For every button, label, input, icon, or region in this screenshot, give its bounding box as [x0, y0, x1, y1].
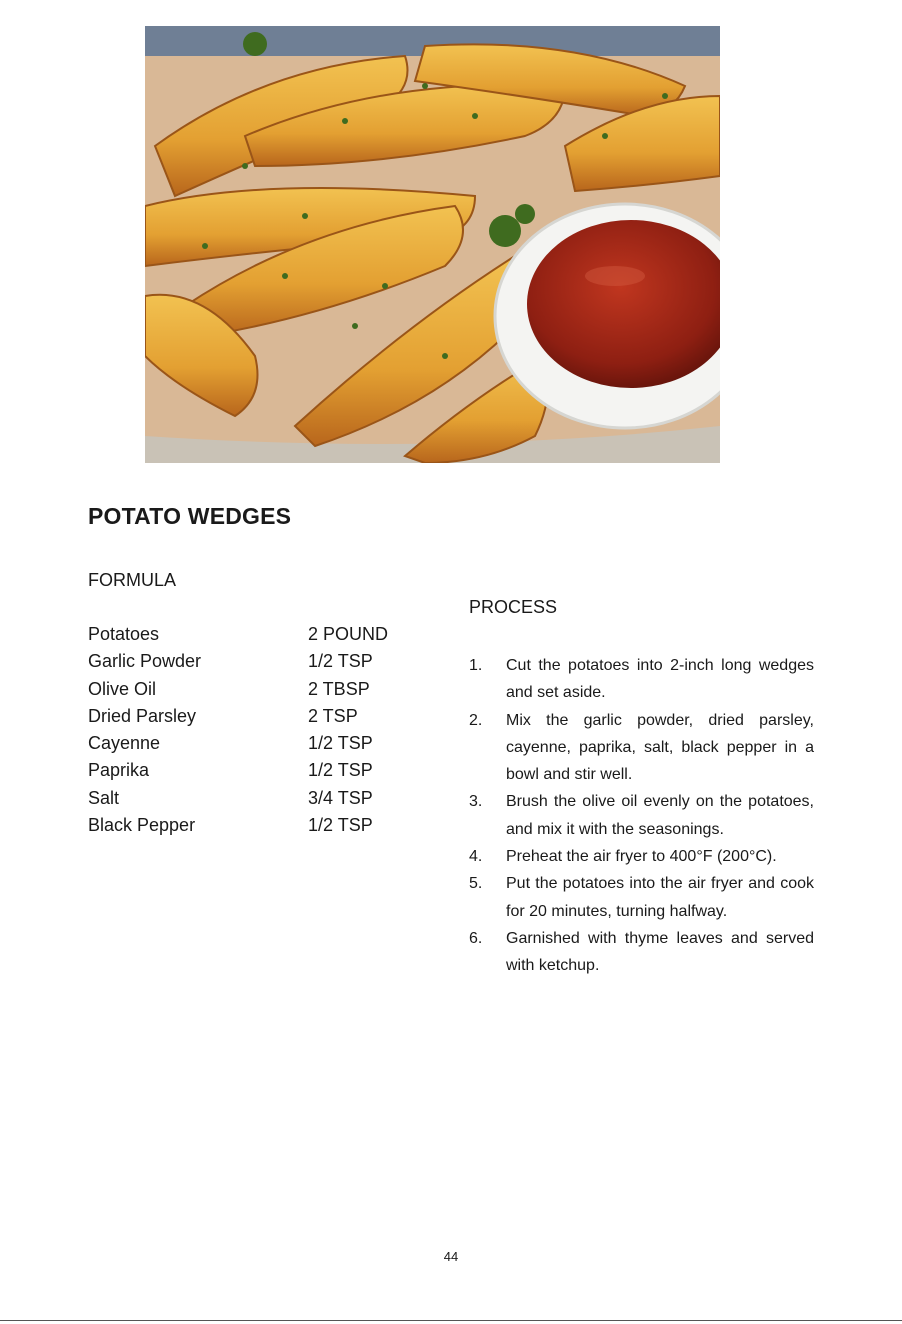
- page-number: 44: [443, 1249, 459, 1264]
- process-step: [469, 707, 814, 789]
- ingredient-quantity: 1/2 TSP: [308, 733, 373, 754]
- step-text: Put the potatoes into the air fryer and cook for 20 minutes, turning halfway.: [506, 875, 814, 920]
- process-step: [469, 925, 814, 980]
- ingredient-name: Dried Parsley: [88, 705, 197, 726]
- process-step: [469, 843, 814, 870]
- step-number: 2.: [469, 711, 483, 729]
- step-number: 6.: [469, 929, 483, 947]
- step-number: 3.: [469, 793, 483, 811]
- process-step: [469, 788, 814, 843]
- step-text: Brush the olive oil evenly on the potatoes, and mix it with the seasonings.: [506, 793, 814, 838]
- ingredient-name: Cayenne: [88, 733, 161, 754]
- recipe-title: POTATO WEDGES: [88, 503, 292, 529]
- ingredient-name: Olive Oil: [88, 678, 157, 699]
- step-number: 5.: [469, 875, 483, 893]
- process-step: [469, 652, 814, 707]
- step-text: Mix the garlic powder, dried parsley, cayenne, paprika, salt, black pepper in a bowl and stir well.: [506, 711, 814, 784]
- process-step: [469, 870, 814, 925]
- step-text: Preheat the air fryer to 400°F (200°C).: [506, 848, 777, 866]
- ingredient-quantity: 2 POUND: [308, 624, 389, 644]
- step-number: 1.: [469, 657, 483, 674]
- ingredient-name: Salt: [88, 787, 120, 808]
- ingredient-quantity: 1/2 TSP: [308, 651, 373, 672]
- ingredient-name: Potatoes: [88, 624, 160, 644]
- ingredient-name: Paprika: [88, 760, 150, 781]
- process-steps: [469, 652, 814, 980]
- step-text: Garnished with thyme leaves and served with ketchup.: [506, 929, 814, 975]
- ingredient-quantity: 1/2 TSP: [308, 815, 373, 836]
- ingredient-quantity: 2 TSP: [308, 705, 358, 726]
- formula-heading: FORMULA: [88, 570, 177, 590]
- page-bottom-rule: [0, 1320, 902, 1321]
- ingredient-quantity: 3/4 TSP: [308, 787, 373, 808]
- step-text: Cut the potatoes into 2-inch long wedges and set aside.: [506, 657, 814, 702]
- potato-wedges-photo: [145, 26, 720, 463]
- ingredient-name: Black Pepper: [88, 815, 196, 836]
- ingredient-quantity: 2 TBSP: [308, 678, 370, 699]
- process-heading: PROCESS: [469, 597, 558, 617]
- step-number: 4.: [469, 848, 483, 866]
- ingredient-name: Garlic Powder: [88, 651, 202, 672]
- ingredient-quantity: 1/2 TSP: [308, 760, 373, 781]
